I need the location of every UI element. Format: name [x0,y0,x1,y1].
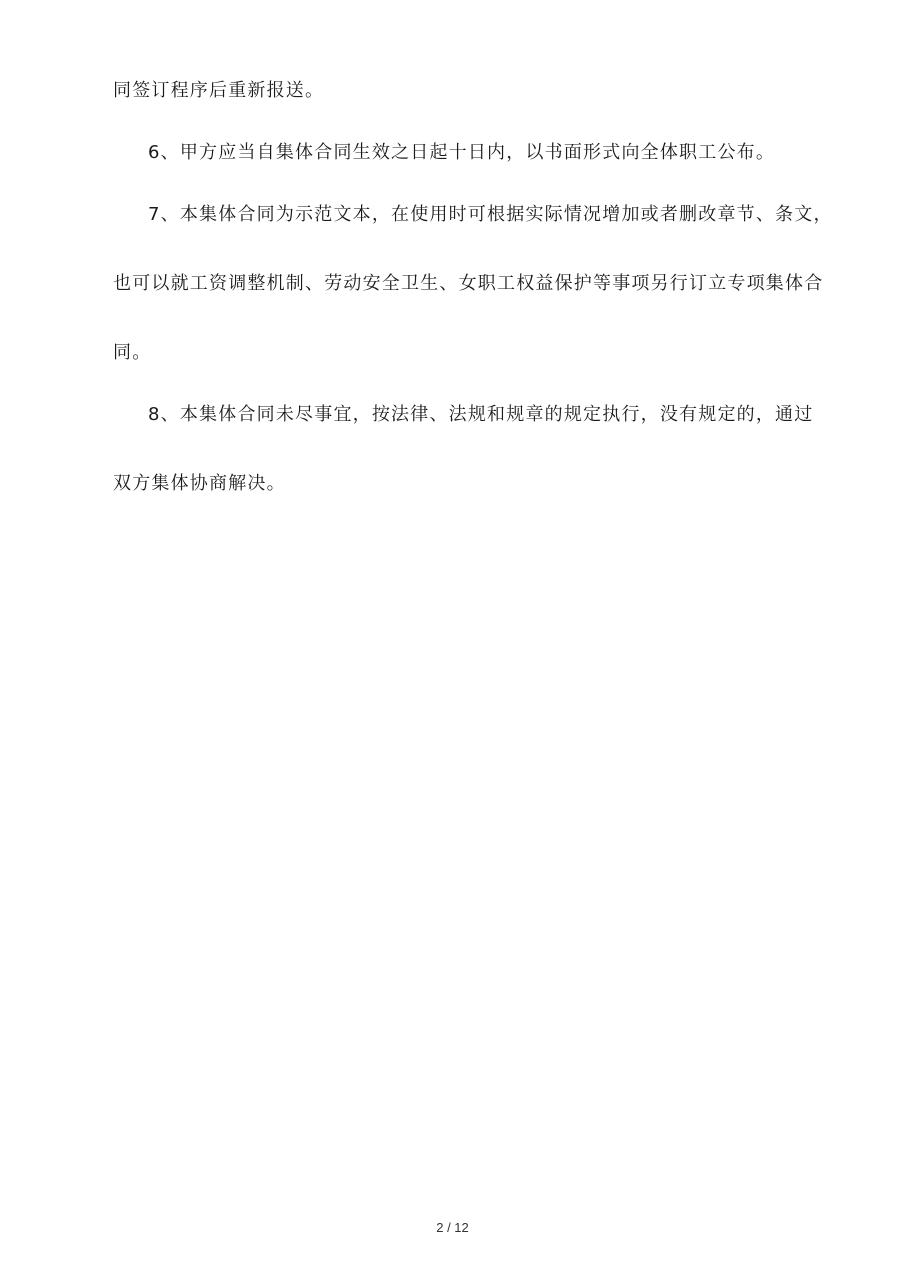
paragraph-7-line-3: 同。 [113,342,152,363]
paragraph-7-line-1: 7、本集体合同为示范文本，在使用时可根据实际情况增加或者删改章节、条文， [148,204,833,225]
paragraph-8-line-2: 双方集体协商解决。 [113,473,286,494]
paragraph-6: 6、甲方应当自集体合同生效之日起十日内，以书面形式向全体职工公布。 [148,142,776,163]
page-number: 2 / 12 [436,1220,469,1235]
paragraph-5-continuation: 同签订程序后重新报送。 [113,80,325,101]
paragraph-7-line-2: 也可以就工资调整机制、劳动安全卫生、女职工权益保护等事项另行订立专项集体合 [113,273,824,294]
paragraph-8-line-1: 8、本集体合同未尽事宜，按法律、法规和规章的规定执行，没有规定的，通过 [148,404,814,425]
